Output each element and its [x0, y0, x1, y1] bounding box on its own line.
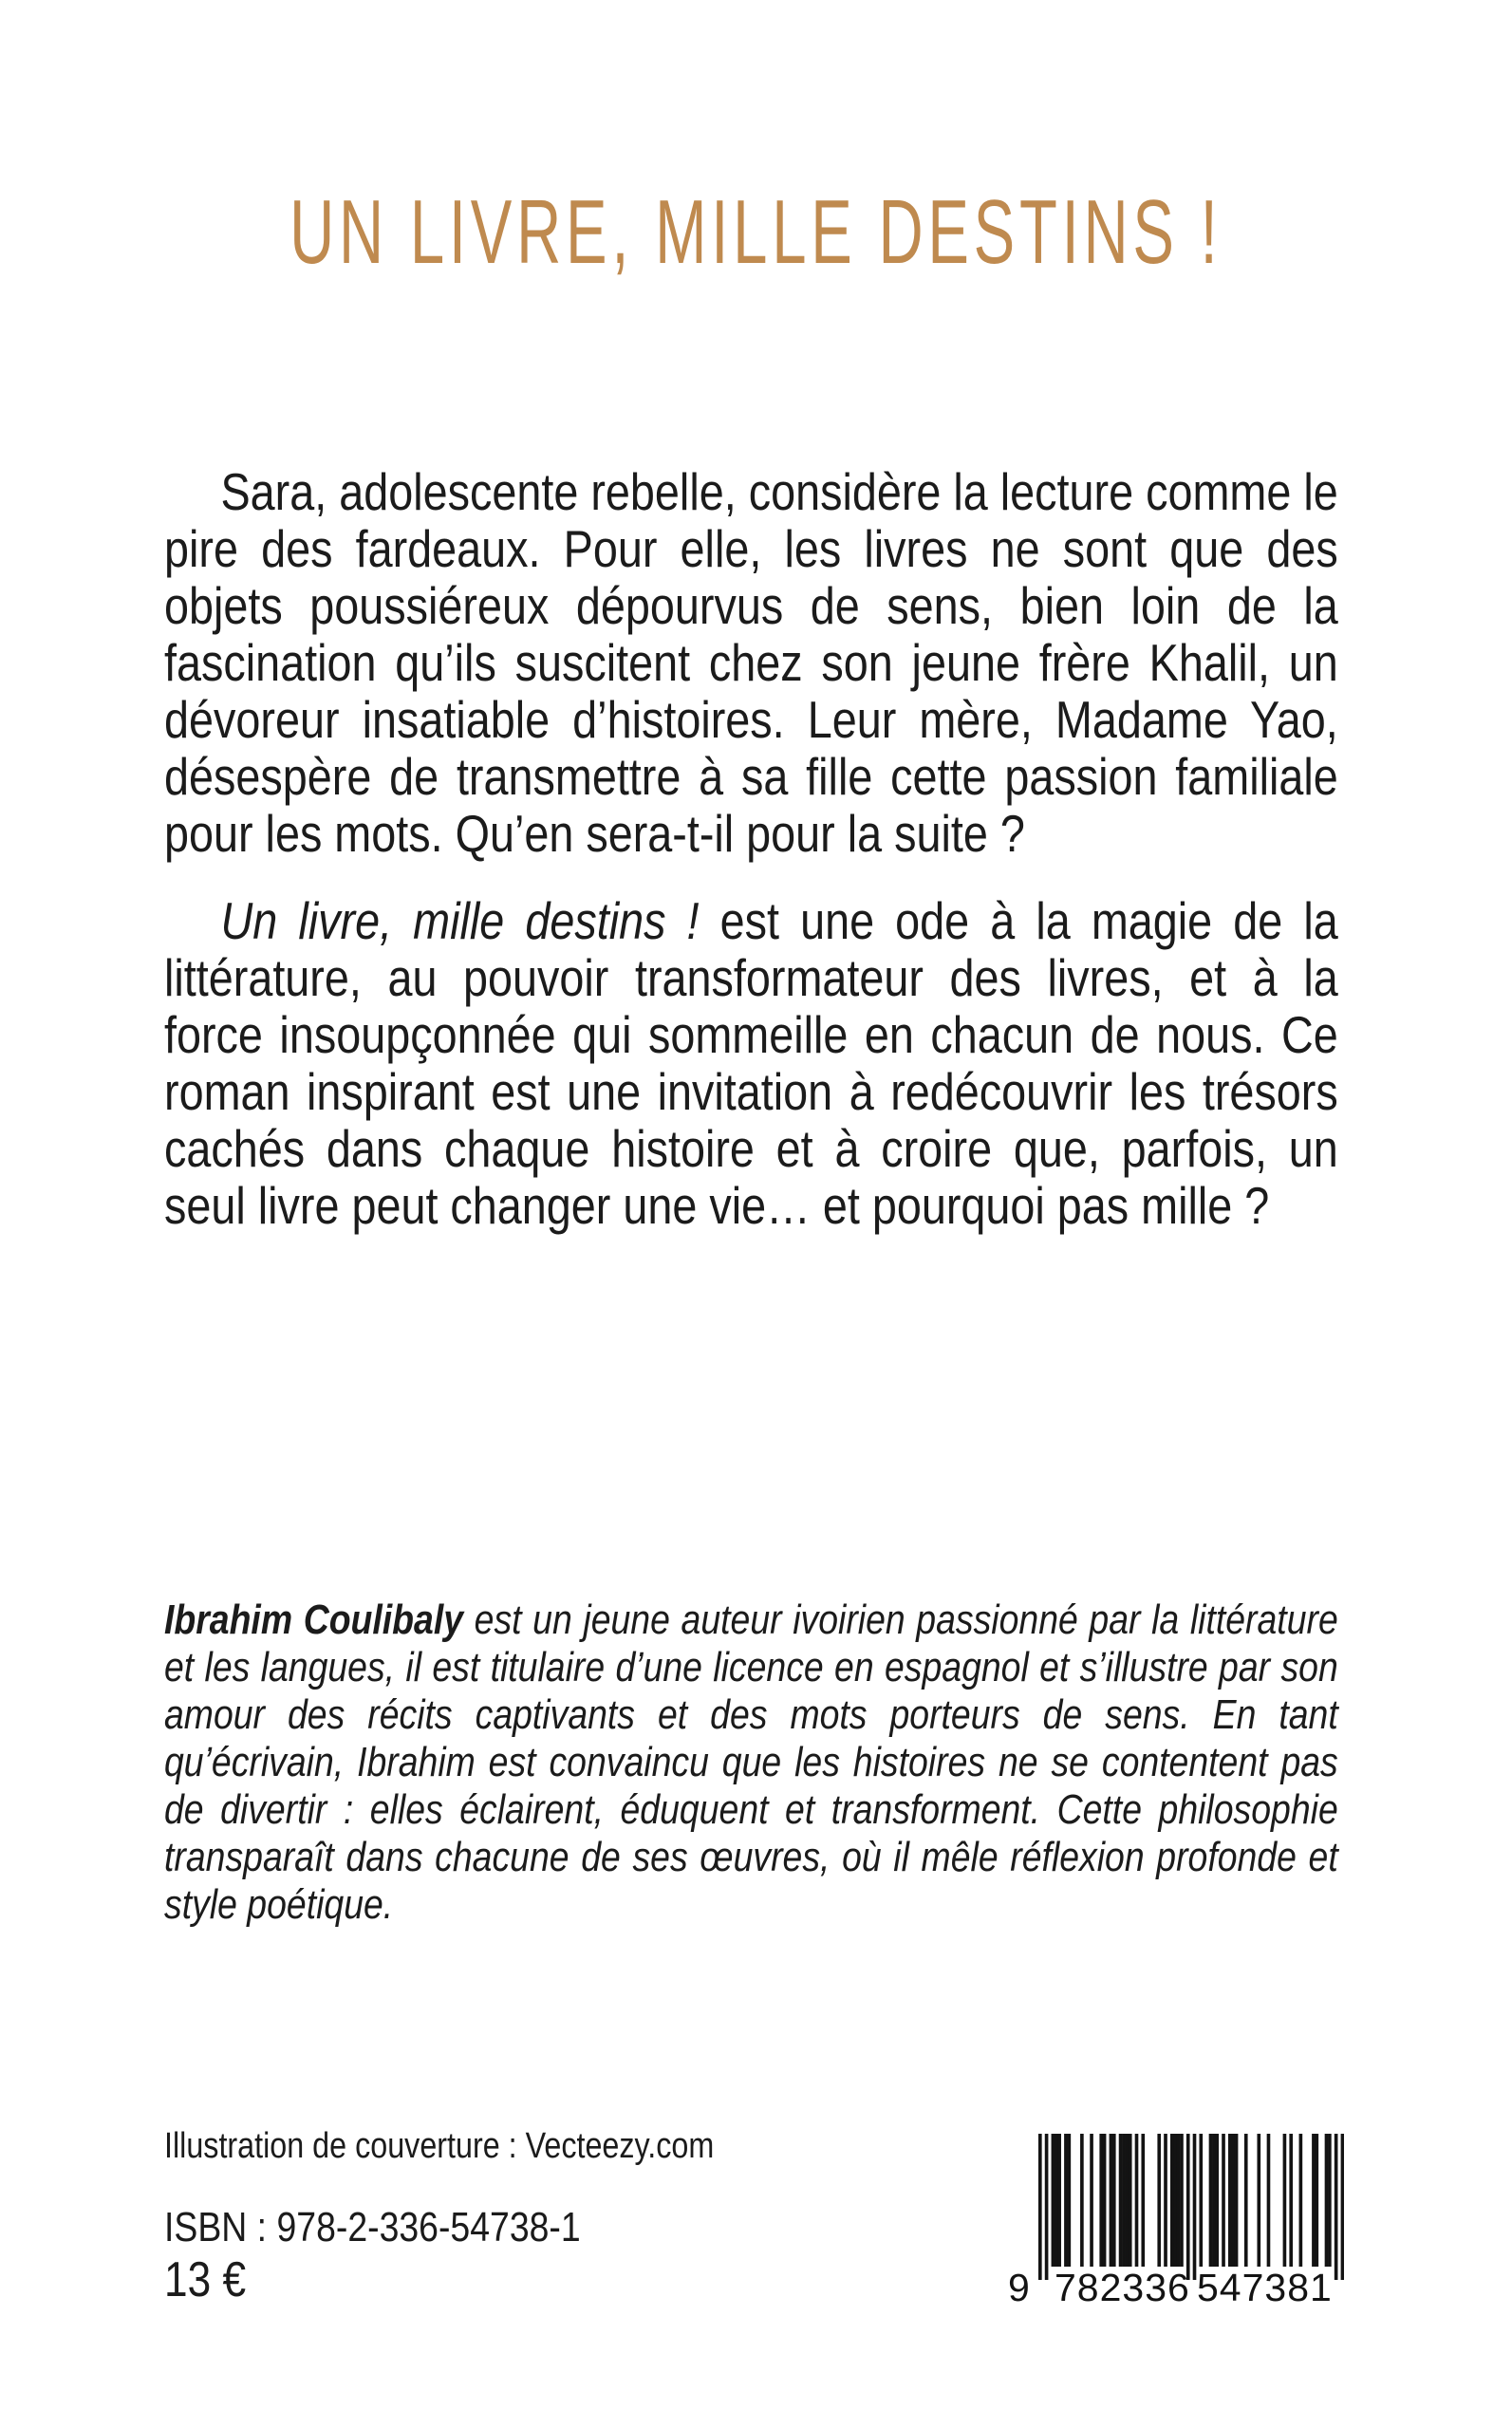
- barcode-digit-lead: 9: [1008, 2266, 1031, 2309]
- barcode-bars: [1038, 2134, 1344, 2280]
- synopsis-paragraph-2: [164, 892, 1338, 1234]
- book-title: UN LIVRE, MILLE DESTINS !: [289, 181, 1223, 283]
- author-name: Ibrahim Coulibaly: [164, 1597, 464, 1643]
- synopsis-paragraph-1: Sara, adolescente rebelle, considère la lecture comme le pire des fardeaux. Pour elle, les livres ne sont que des objets poussiéreux dépourvus de sens, bien loin de la fascination qu’ils suscitent chez son jeune frère Khalil, un dévoreur insatiable d’histoires. Leur mère, Madame Yao, désespère de transmettre à sa fille cette passion familiale pour les mots. Qu’en sera-t-il pour la suite ?: [164, 462, 1338, 863]
- barcode: [1006, 2134, 1353, 2312]
- title-row: [0, 182, 1512, 283]
- author-bio: [164, 1597, 1338, 1929]
- synopsis: [164, 463, 1338, 1234]
- barcode-digits-left: 782336: [1055, 2266, 1190, 2309]
- synopsis-paragraph-2-text: est une ode à la magie de la littérature, au pouvoir transformateur des livres, et à la force insoupçonnée qui sommeille en chacun de nous. Ce roman inspirant est une invitation à redécouvrir les trésors cachés dans chaque histoire et à croire que, parfois, un seul livre peut changer une vie… et pourquoi pas mille ?: [164, 891, 1338, 1235]
- author-bio-paragraph: [164, 1597, 1338, 1929]
- isbn-label: ISBN : 978-2-336-54738-1: [164, 2204, 581, 2250]
- book-title-inline: Un livre, mille destins !: [220, 891, 700, 950]
- illustration-credit: Illustration de couverture : Vecteezy.com: [164, 2126, 715, 2166]
- barcode-digits-right: 547381: [1197, 2266, 1333, 2309]
- price-label: 13 €: [164, 2252, 247, 2307]
- author-bio-text: est un jeune auteur ivoirien passionné par la littérature et les langues, il est titulaire d’une licence en espagnol et s’illustre par son amour des récits captivants et des mots porteurs de sens. En tant qu’écrivain, Ibrahim est convaincu que les histoires ne se contentent pas de divertir : elles éclairent, éduquent et transforment. Cette philosophie transparaît dans chacune de ses œuvres, où il mêle réflexion profonde et style poétique.: [164, 1597, 1338, 1928]
